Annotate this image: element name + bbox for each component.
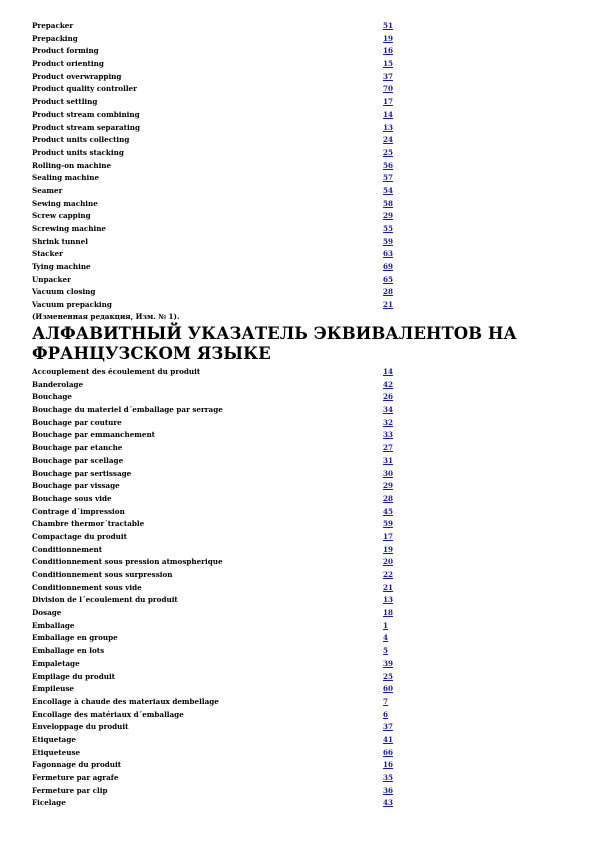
index-term: Banderolage — [32, 379, 84, 389]
index-entry — [32, 223, 552, 236]
page-number-link[interactable]: 14 — [383, 109, 394, 119]
index-term: Product stream separating — [32, 122, 140, 132]
page-number-link[interactable]: 70 — [383, 84, 394, 94]
french-index-list — [32, 366, 552, 810]
index-term: Fermeture par clip — [32, 785, 108, 795]
index-entry — [32, 594, 552, 607]
index-term: Emballage en groupe — [32, 633, 118, 643]
index-entry — [32, 33, 552, 46]
page-number-link[interactable]: 69 — [383, 262, 394, 272]
index-entry — [32, 696, 552, 709]
index-entry — [32, 493, 552, 506]
index-term: Vacuum prepacking — [32, 300, 112, 310]
page-number-link[interactable]: 55 — [383, 224, 394, 233]
page-number-link[interactable]: 36 — [383, 785, 394, 795]
index-entry — [32, 134, 552, 147]
index-entry — [32, 299, 552, 312]
page-number-link[interactable]: 63 — [383, 249, 394, 259]
index-entry — [32, 620, 552, 633]
page-number-link[interactable]: 43 — [383, 798, 394, 808]
section-heading: АЛФАВИТНЫЙ УКАЗАТЕЛЬ ЭКВИВАЛЕНТОВ НА ФРАНЦУЗСКОМ ЯЗЫКЕ — [32, 324, 517, 363]
page-number-link[interactable]: 51 — [383, 21, 394, 30]
index-term: Dosage — [32, 608, 62, 618]
index-term: Bouchage sous vide — [32, 493, 112, 503]
index-entry — [32, 442, 552, 455]
english-index-list — [32, 20, 552, 312]
index-term: Empileuse — [32, 684, 74, 694]
page-number-link[interactable]: 14 — [383, 367, 394, 376]
index-entry — [32, 582, 552, 595]
index-term: Etiqueteuse — [32, 747, 81, 757]
index-term: Stacker — [32, 249, 63, 259]
page-number-link[interactable]: 1 — [383, 620, 389, 630]
index-entry — [32, 198, 552, 211]
index-entry — [32, 45, 552, 58]
index-entry — [32, 261, 552, 274]
index-term: Compactage du produit — [32, 531, 127, 541]
index-term: Product overwrapping — [32, 71, 122, 81]
page-number-link[interactable]: 25 — [383, 147, 394, 157]
index-term: Shrink tunnel — [32, 236, 88, 246]
index-entry — [32, 274, 552, 287]
page-number-link[interactable]: 7 — [383, 696, 389, 706]
index-entry — [32, 480, 552, 493]
index-entry — [32, 122, 552, 135]
page-number-link[interactable]: 21 — [383, 300, 394, 310]
index-term: Fermeture par agrafe — [32, 773, 119, 782]
page-number-link[interactable]: 16 — [383, 760, 394, 770]
index-entry — [32, 379, 552, 392]
index-term: Seamer — [32, 185, 63, 195]
page-number-link[interactable]: 29 — [383, 481, 394, 491]
page-number-link[interactable]: 19 — [383, 33, 394, 43]
page-number-link[interactable]: 13 — [383, 595, 394, 605]
index-term: Bouchage — [32, 392, 72, 402]
index-term: Screw capping — [32, 211, 91, 221]
page-number-link[interactable]: 65 — [383, 274, 394, 284]
index-entry — [32, 569, 552, 582]
index-entry — [32, 172, 552, 185]
index-entry — [32, 531, 552, 544]
index-term: Product units collecting — [32, 135, 130, 145]
index-entry — [32, 58, 552, 71]
index-entry — [32, 518, 552, 531]
index-entry — [32, 391, 552, 404]
index-entry — [32, 734, 552, 747]
page-number-link[interactable]: 18 — [383, 608, 394, 618]
index-term: Accouplement des écoulement du produit — [32, 367, 201, 376]
index-term: Prepacking — [32, 33, 78, 43]
amendment-note: (Измененная редакция, Изм. № 1). — [32, 312, 180, 321]
index-entry — [32, 658, 552, 671]
page-number-link[interactable]: 31 — [383, 455, 394, 465]
index-term: Tying machine — [32, 262, 91, 272]
page-number-link[interactable]: 26 — [383, 392, 394, 402]
index-entry — [32, 366, 552, 379]
page-number-link[interactable]: 5 — [383, 646, 389, 656]
index-entry — [32, 785, 552, 798]
index-entry — [32, 683, 552, 696]
index-entry — [32, 96, 552, 109]
index-entry — [32, 429, 552, 442]
page-number-link[interactable]: 17 — [383, 531, 394, 541]
page-number-link[interactable]: 41 — [383, 734, 394, 744]
index-term: Bouchage par emmanchement — [32, 430, 155, 440]
index-entry — [32, 286, 552, 299]
page-number-link[interactable]: 54 — [383, 185, 394, 195]
index-entry — [32, 797, 552, 810]
index-term: Enveloppage du produit — [32, 722, 129, 732]
index-entry — [32, 404, 552, 417]
index-entry — [32, 455, 552, 468]
index-term: Conditionnement sous vide — [32, 582, 142, 592]
index-term: Prepacker — [32, 21, 74, 30]
page-number-link[interactable]: 37 — [383, 71, 394, 81]
page-number-link[interactable]: 20 — [383, 557, 394, 567]
index-term: Product units stacking — [32, 147, 124, 157]
page-number-link[interactable]: 34 — [383, 405, 394, 415]
page-number-link[interactable]: 22 — [383, 570, 394, 579]
index-term: Bouchage par etanche — [32, 443, 123, 453]
index-entry — [32, 236, 552, 249]
page-number-link[interactable]: 28 — [383, 287, 394, 297]
page-number-link[interactable]: 39 — [383, 658, 394, 668]
index-entry — [32, 747, 552, 760]
page-number-link[interactable]: 42 — [383, 379, 394, 389]
index-term: Conditionnement sous pression atmospherique — [32, 557, 223, 567]
index-entry — [32, 147, 552, 160]
index-entry — [32, 645, 552, 658]
page-number-link[interactable]: 37 — [383, 722, 394, 732]
index-term: Product orienting — [32, 59, 104, 69]
index-entry — [32, 506, 552, 519]
page-number-link[interactable]: 45 — [383, 506, 394, 516]
index-term: Product settling — [32, 97, 98, 107]
index-term: Product forming — [32, 46, 99, 56]
index-term: Bouchage du materiel d´emballage par serrage — [32, 405, 223, 415]
page-number-link[interactable]: 66 — [383, 747, 394, 757]
page-number-link[interactable]: 35 — [383, 773, 394, 782]
page-number-link[interactable]: 6 — [383, 709, 389, 719]
index-term: Vacuum closing — [32, 287, 96, 297]
page-number-link[interactable]: 60 — [383, 684, 394, 694]
index-entry — [32, 248, 552, 261]
page-number-link[interactable]: 25 — [383, 671, 394, 681]
index-entry — [32, 671, 552, 684]
index-entry — [32, 210, 552, 223]
index-term: Emballage — [32, 620, 75, 630]
index-term: Encollage à chaude des materiaux dembellage — [32, 696, 219, 706]
index-entry — [32, 417, 552, 430]
index-entry — [32, 20, 552, 33]
index-term: Unpacker — [32, 274, 71, 284]
page-number-link[interactable]: 19 — [383, 544, 394, 554]
page-number-link[interactable]: 24 — [383, 135, 394, 145]
index-term: Sewing machine — [32, 198, 98, 208]
index-term: Rolling-on machine — [32, 160, 112, 170]
index-entry — [32, 772, 552, 785]
page-number-link[interactable]: 17 — [383, 97, 394, 107]
index-entry — [32, 109, 552, 122]
index-term: Empaletage — [32, 658, 80, 668]
page-number-link[interactable]: 29 — [383, 211, 394, 221]
page-number-link[interactable]: 57 — [383, 173, 394, 183]
index-term: Conditionnement — [32, 544, 103, 554]
index-term: Chambre thermor´tractable — [32, 519, 145, 529]
index-entry — [32, 83, 552, 96]
index-term: Sealing machine — [32, 173, 100, 183]
index-term: Product stream combining — [32, 109, 140, 119]
index-entry — [32, 759, 552, 772]
page-number-link[interactable]: 30 — [383, 468, 394, 478]
index-term: Empilage du produit — [32, 671, 115, 681]
index-term: Product quality controller — [32, 84, 137, 94]
index-term: Emballage en lots — [32, 646, 105, 656]
index-entry — [32, 556, 552, 569]
page-number-link[interactable]: 15 — [383, 59, 394, 69]
index-entry — [32, 721, 552, 734]
index-term: Fagonnage du produit — [32, 760, 122, 770]
index-entry — [32, 709, 552, 722]
index-term: Conditionnement sous surpression — [32, 570, 173, 579]
page-number-link[interactable]: 21 — [383, 582, 394, 592]
index-entry — [32, 71, 552, 84]
page-number-link[interactable]: 59 — [383, 519, 394, 529]
index-entry — [32, 607, 552, 620]
page-number-link[interactable]: 27 — [383, 443, 394, 453]
page-number-link[interactable]: 16 — [383, 46, 394, 56]
index-entry — [32, 160, 552, 173]
index-entry — [32, 544, 552, 557]
index-entry — [32, 185, 552, 198]
index-term: Screwing machine — [32, 224, 106, 233]
index-term: Etiquetage — [32, 734, 76, 744]
page-number-link[interactable]: 58 — [383, 198, 394, 208]
page-number-link[interactable]: 13 — [383, 122, 394, 132]
page-number-link[interactable]: 4 — [383, 633, 389, 643]
index-term: Bouchage par couture — [32, 417, 122, 427]
page-number-link[interactable]: 32 — [383, 417, 394, 427]
index-term: Ficelage — [32, 798, 66, 808]
index-term: Division de l´ecoulement du produit — [32, 595, 178, 605]
index-term: Encollage des matériaux d´emballage — [32, 709, 184, 719]
index-term: Bouchage par sertissage — [32, 468, 132, 478]
index-term: Bouchage par vissage — [32, 481, 120, 491]
index-entry — [32, 468, 552, 481]
page-number-link[interactable]: 28 — [383, 493, 394, 503]
index-entry — [32, 632, 552, 645]
page-number-link[interactable]: 33 — [383, 430, 394, 440]
page-number-link[interactable]: 59 — [383, 236, 394, 246]
index-term: Contrage d´impression — [32, 506, 125, 516]
index-term: Bouchage par scellage — [32, 455, 124, 465]
page-number-link[interactable]: 56 — [383, 160, 394, 170]
